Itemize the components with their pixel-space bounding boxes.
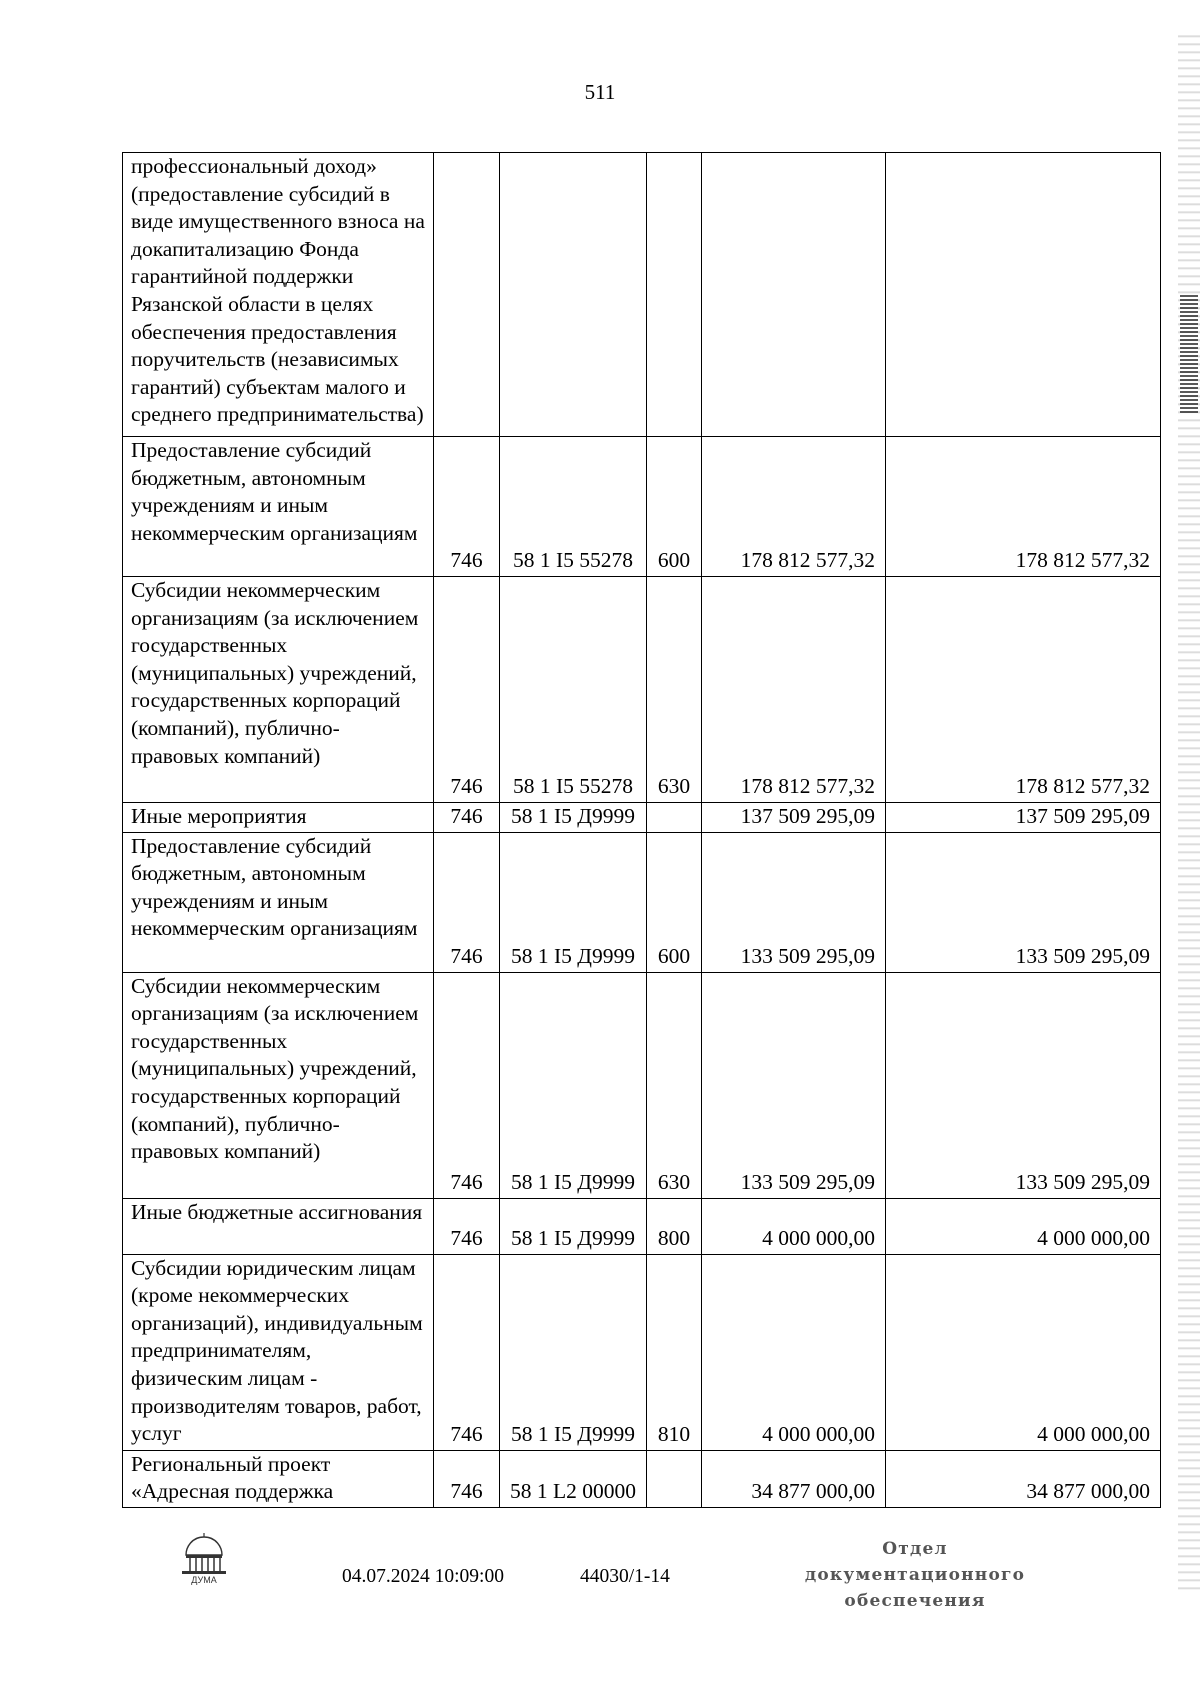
row-name: Субсидии некоммерческим организациям (за исключением государственных (муниципальных) учреждений, государственных корпораций (компаний), публично-правовых компаний) <box>123 972 434 1198</box>
row-type <box>647 153 702 437</box>
row-amount-2: 178 812 577,32 <box>886 577 1161 803</box>
row-target: 58 1 I5 Д9999 <box>500 1198 647 1254</box>
row-name: Предоставление субсидий бюджетным, автономным учреждениям и иным некоммерческим организациям <box>123 437 434 577</box>
row-amount-1 <box>702 153 886 437</box>
row-amount-1: 4 000 000,00 <box>702 1254 886 1450</box>
row-type <box>647 803 702 833</box>
row-name: Субсидии некоммерческим организациям (за исключением государственных (муниципальных) учреждений, государственных корпораций (компаний), публично-правовых компаний) <box>123 577 434 803</box>
row-ministry: 746 <box>434 1254 500 1450</box>
row-target: 58 1 I5 55278 <box>500 577 647 803</box>
row-target: 58 1 I5 Д9999 <box>500 803 647 833</box>
row-amount-2: 178 812 577,32 <box>886 437 1161 577</box>
row-ministry <box>434 153 500 437</box>
row-ministry: 746 <box>434 1198 500 1254</box>
row-name: Субсидии юридическим лицам (кроме некоммерческих организаций), индивидуальным предпринимателям, физическим лицам - производителям товаров, работ, услуг <box>123 1254 434 1450</box>
table-row <box>123 437 1161 577</box>
row-name: профессиональный доход» (предоставление субсидий в виде имущественного взноса на докапитализацию Фонда гарантийной поддержки Рязанской области в целях обеспечения предоставления поручительств (независимых гарантий) субъектам малого и среднего предпринимательства) <box>123 153 434 437</box>
stamp-line-2: обеспечения <box>844 1591 986 1611</box>
row-amount-1: 4 000 000,00 <box>702 1198 886 1254</box>
table-row <box>123 803 1161 833</box>
row-amount-2: 133 509 295,09 <box>886 972 1161 1198</box>
row-type <box>647 1450 702 1507</box>
row-amount-1: 34 877 000,00 <box>702 1450 886 1507</box>
footer-date: 04.07.2024 10:09:00 <box>342 1566 504 1587</box>
row-target: 58 1 I5 Д9999 <box>500 972 647 1198</box>
row-ministry: 746 <box>434 577 500 803</box>
row-amount-2: 34 877 000,00 <box>886 1450 1161 1507</box>
row-ministry: 746 <box>434 1450 500 1507</box>
table-row <box>123 832 1161 972</box>
row-name: Региональный проект «Адресная поддержка <box>123 1450 434 1507</box>
scan-edge-barcode <box>1180 295 1198 415</box>
budget-table <box>122 152 1161 1508</box>
row-target: 58 1 I5 Д9999 <box>500 1254 647 1450</box>
table-row <box>123 577 1161 803</box>
row-type: 810 <box>647 1254 702 1450</box>
table-row <box>123 972 1161 1198</box>
row-amount-2 <box>886 153 1161 437</box>
row-target: 58 1 I5 55278 <box>500 437 647 577</box>
row-type: 600 <box>647 832 702 972</box>
row-ministry: 746 <box>434 972 500 1198</box>
stamp-line-1: Отдел документационного <box>804 1539 1026 1585</box>
scan-edge-noise <box>1178 30 1200 1590</box>
row-amount-2: 137 509 295,09 <box>886 803 1161 833</box>
row-amount-2: 4 000 000,00 <box>886 1254 1161 1450</box>
row-name: Иные бюджетные ассигнования <box>123 1198 434 1254</box>
row-type: 630 <box>647 577 702 803</box>
row-name: Предоставление субсидий бюджетным, автономным учреждениям и иным некоммерческим организациям <box>123 832 434 972</box>
row-amount-2: 133 509 295,09 <box>886 832 1161 972</box>
page-number: 511 <box>584 80 616 104</box>
row-amount-1: 133 509 295,09 <box>702 832 886 972</box>
row-amount-1: 178 812 577,32 <box>702 437 886 577</box>
table-row <box>123 1254 1161 1450</box>
row-target: 58 1 I5 Д9999 <box>500 832 647 972</box>
table-row <box>123 1450 1161 1507</box>
row-name: Иные мероприятия <box>123 803 434 833</box>
row-ministry: 746 <box>434 803 500 833</box>
row-type: 630 <box>647 972 702 1198</box>
row-target: 58 1 L2 00000 <box>500 1450 647 1507</box>
row-type: 800 <box>647 1198 702 1254</box>
row-amount-2: 4 000 000,00 <box>886 1198 1161 1254</box>
row-amount-1: 133 509 295,09 <box>702 972 886 1198</box>
table-row <box>123 153 1161 437</box>
table-row <box>123 1198 1161 1254</box>
department-stamp <box>770 1536 1060 1614</box>
row-target <box>500 153 647 437</box>
footer-doc-code: 44030/1-14 <box>580 1566 670 1587</box>
row-amount-1: 137 509 295,09 <box>702 803 886 833</box>
row-ministry: 746 <box>434 437 500 577</box>
row-ministry: 746 <box>434 832 500 972</box>
duma-logo-icon <box>180 1533 228 1585</box>
row-amount-1: 178 812 577,32 <box>702 577 886 803</box>
row-type: 600 <box>647 437 702 577</box>
duma-logo-text: ДУМА <box>191 1575 217 1585</box>
